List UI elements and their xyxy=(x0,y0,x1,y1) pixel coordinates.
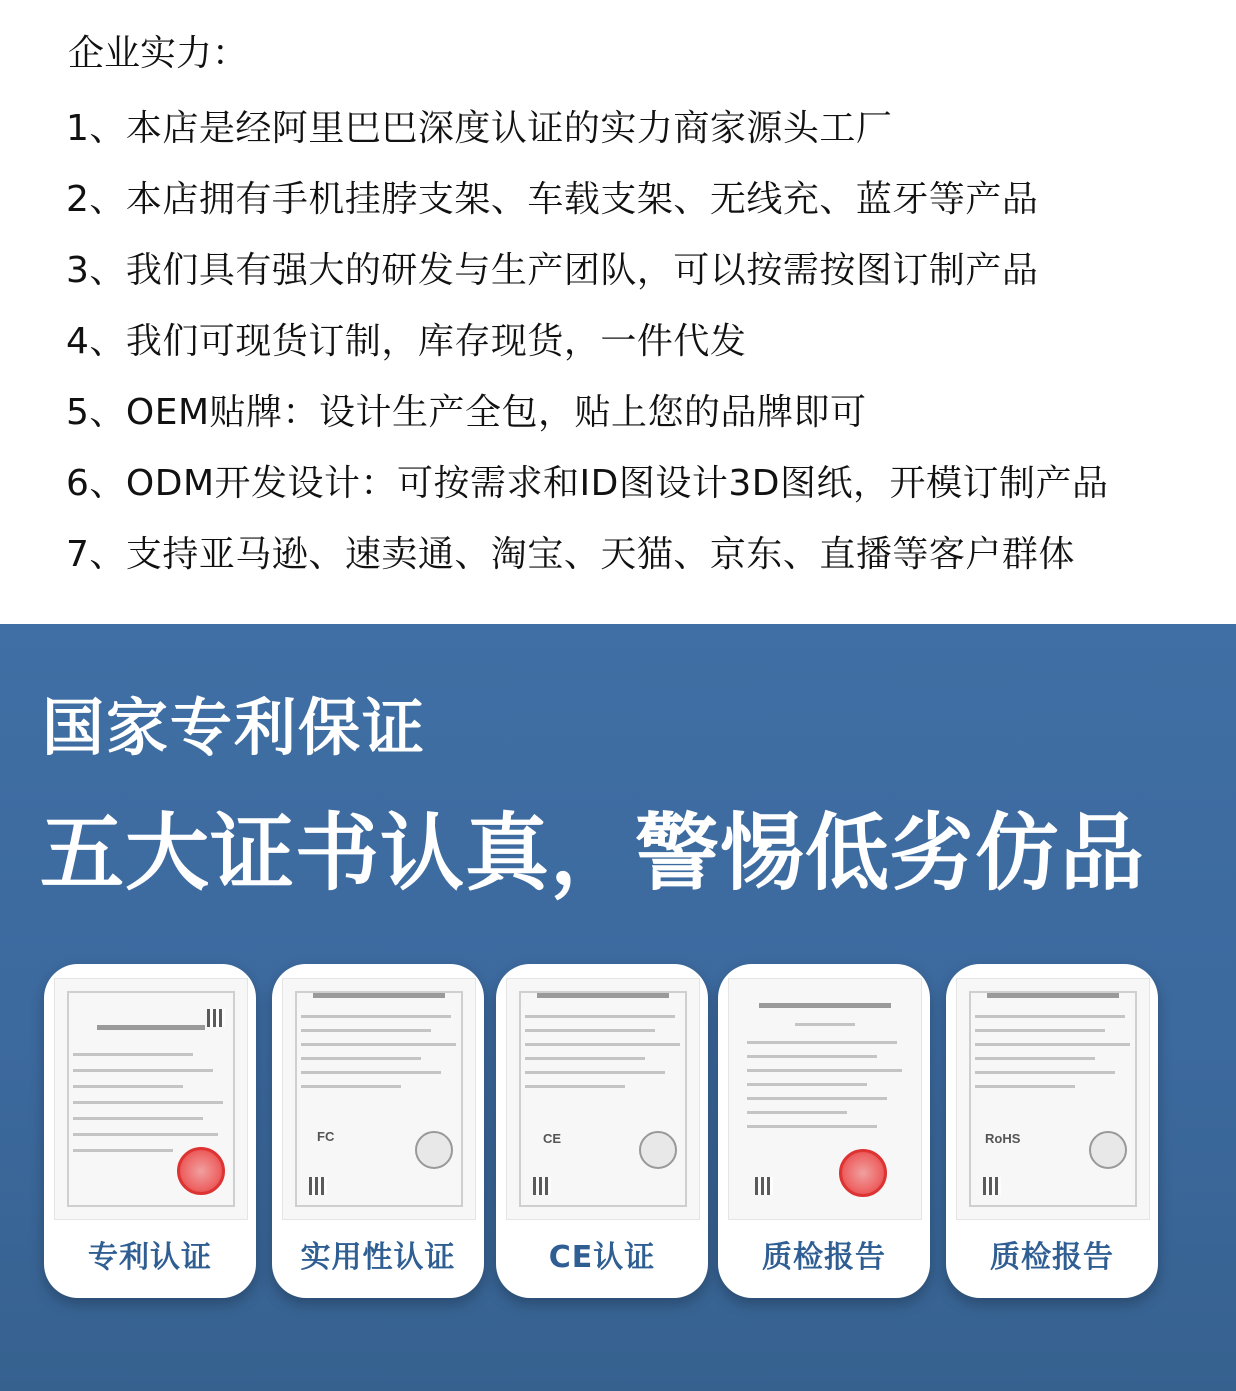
certificate-card-utility[interactable] xyxy=(272,964,484,1298)
patent-banner xyxy=(0,624,1236,1391)
red-seal-icon xyxy=(839,1149,887,1197)
feature-item: 3、我们具有强大的研发与生产团队，可以按需按图订制产品 xyxy=(66,250,1039,291)
certificate-card-rohs[interactable] xyxy=(946,964,1158,1298)
certificate-image xyxy=(956,978,1150,1220)
section-title: 企业实力： xyxy=(68,33,249,74)
qr-code-icon xyxy=(533,1177,551,1195)
feature-list xyxy=(66,100,1109,597)
certificate-cards xyxy=(44,964,1204,1304)
banner-subtitle: 五大证书认真，警惕低劣仿品 xyxy=(40,804,1146,902)
fcc-mark-icon: FC xyxy=(317,1129,335,1144)
banner-title: 国家专利保证 xyxy=(42,691,427,764)
feature-item: 2、本店拥有手机挂脖支架、车载支架、无线充、蓝牙等产品 xyxy=(66,179,1039,220)
certificate-card-inspection[interactable] xyxy=(718,964,930,1298)
certificate-card-ce[interactable] xyxy=(496,964,708,1298)
feature-item: 1、本店是经阿里巴巴深度认证的实力商家源头工厂 xyxy=(66,108,893,149)
qr-code-icon xyxy=(207,1009,225,1027)
certificate-image xyxy=(728,978,922,1220)
qr-code-icon xyxy=(983,1177,1001,1195)
certificate-label: 质检报告 xyxy=(762,1240,886,1275)
company-strength-section xyxy=(0,0,1236,624)
feature-item: 5、OEM贴牌：设计生产全包，贴上您的品牌即可 xyxy=(66,392,867,433)
seal-icon xyxy=(1089,1131,1127,1169)
seal-icon xyxy=(415,1131,453,1169)
certificate-card-patent[interactable] xyxy=(44,964,256,1298)
certificate-image xyxy=(282,978,476,1220)
certificate-image xyxy=(54,978,248,1220)
qr-code-icon xyxy=(309,1177,327,1195)
certificate-label: 专利认证 xyxy=(88,1240,212,1275)
feature-item: 6、ODM开发设计：可按需求和ID图设计3D图纸，开模订制产品 xyxy=(66,463,1109,504)
feature-item: 4、我们可现货订制，库存现货，一件代发 xyxy=(66,321,747,362)
feature-item: 7、支持亚马逊、速卖通、淘宝、天猫、京东、直播等客户群体 xyxy=(66,534,1075,575)
rohs-mark-icon: RoHS xyxy=(985,1131,1021,1146)
certificate-label: 实用性认证 xyxy=(300,1240,456,1275)
ce-mark-icon: CE xyxy=(543,1131,562,1146)
certificate-image xyxy=(506,978,700,1220)
qr-code-icon xyxy=(755,1177,773,1195)
seal-icon xyxy=(639,1131,677,1169)
certificate-label: 质检报告 xyxy=(990,1240,1114,1275)
red-seal-icon xyxy=(177,1147,225,1195)
certificate-label: CE认证 xyxy=(548,1240,656,1275)
